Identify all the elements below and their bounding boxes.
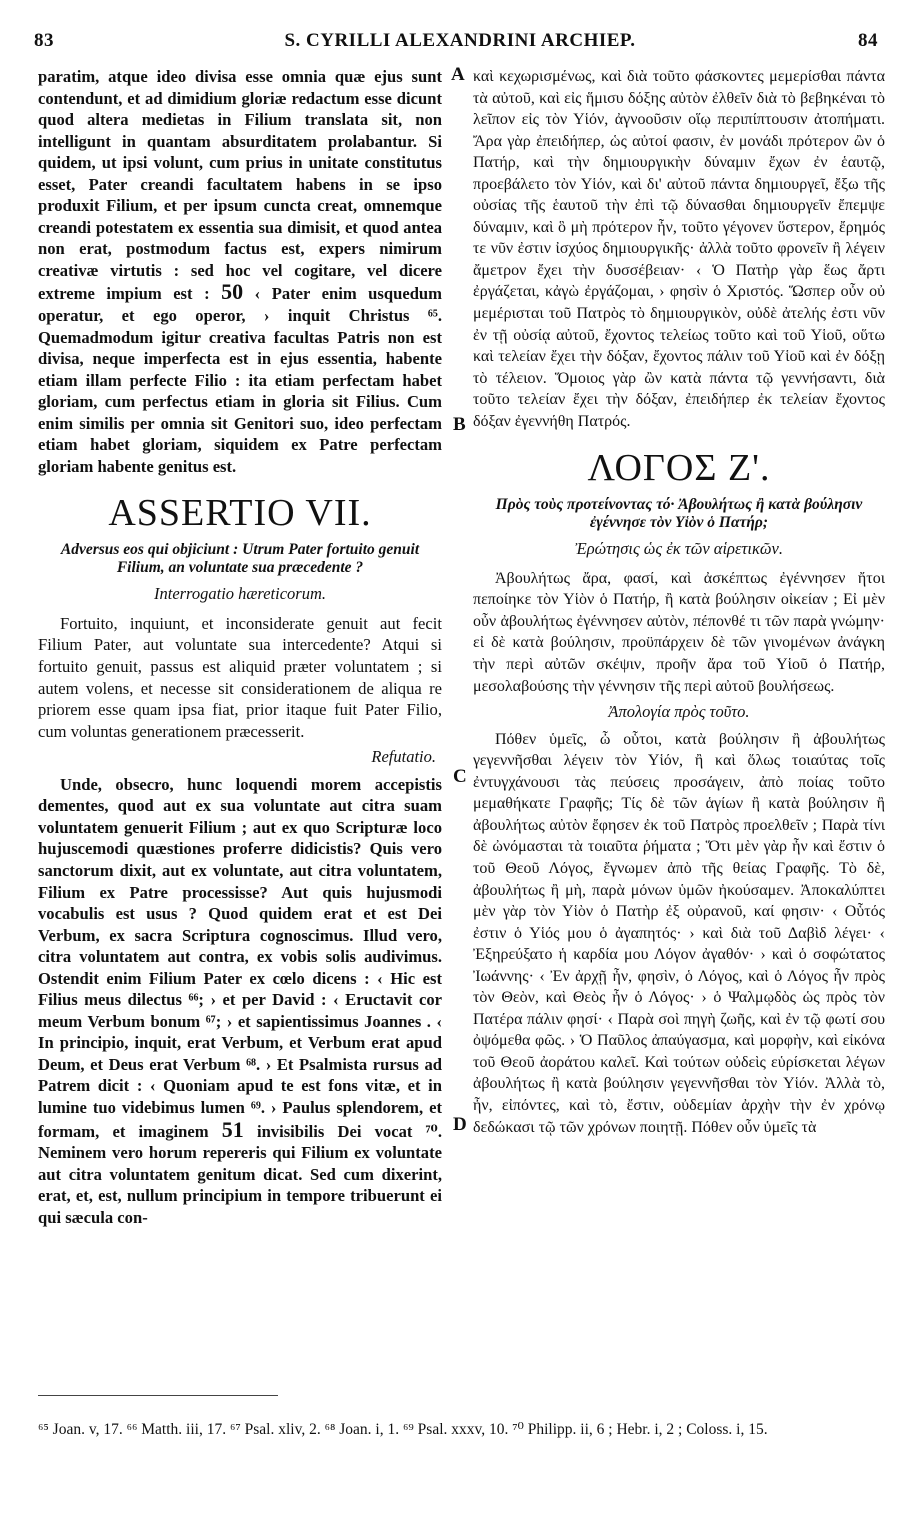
apologia-heading: Ἀπολογία πρὸς τοῦτο. [608,702,750,722]
page-number-left: 83 [34,30,54,51]
running-title: S. CYRILLI ALEXANDRINI ARCHIEP. [284,30,636,51]
column-number-50: 50 [221,279,244,305]
latin-paragraph-1 [38,66,442,477]
margin-letter-c: C [453,766,467,787]
greek-column [473,66,885,1138]
page-header [28,30,892,58]
interrogatio-heading: Interrogatio hæreticorum. [153,584,327,604]
footnotes: ⁶⁵ Joan. v, 17. ⁶⁶ Matth. iii, 17. ⁶⁷ Psal. xliv, 2. ⁶⁸ Joan. i, 1. ⁶⁹ Psal. xxxv, 10. ⁷⁰ Philipp. ii, 6 ; Hebr. i, 2 ; Coloss. i, 15. [38,1421,768,1438]
column-number-51: 51 [221,1116,244,1142]
latin-text: paratim, atque ideo divisa esse omnia quæ ejus sunt contendunt, et ad dimidium gloriæ redactum esse dicunt quod altera medietas in Filium translata sit, non intelligunt in quantam absurditatem prolabantur. Si quidem, ut ipsi volunt, cum prius in unitate constitutus esset, Pater creandi facultatem habens in se ipso produxit Filium, et per ipsum cuncta creat, omnemque creandi potestatem ex essentia sua dimisit, et quod antea non erat, postmodum factus est, expers nimirum creativæ virtutis : sed hoc vel cogitare, vel dicere extreme impium est : [38,67,442,304]
section-heading-greek: ΛΟΓΟΣ Ζ'. [587,447,771,490]
latin-text: ‹ Pater enim usquedum operatur, et ego operor, › inquit Christus ⁶⁵. Quemadmodum igitur creativa facultas Patris non est divisa, neque imperfecta est in ejus essentia, habente etiam illam perfecte Filio : ita etiam perfectam habet gloriam, cum perfectus etiam in gloria sit Filius. Cum enim similis per omnia sit Genitori suo, ideo perfectam etiam habet gloriam, siquidem ex Patre perfectam gloriam habente genitus est. [38,284,442,476]
latin-text: invisibilis Dei vocat ⁷⁰. Neminem vero horum repereris qui Filium ex voluntate aut citra voluntatem genitum dicat. Sed cum dixerint, erat, et, est, nullum principium in tempore tribuerunt ei qui sæcula con- [38,1121,442,1227]
greek-paragraph-2: Ἀβουλήτως ἄρα, φασί, καὶ ἀσκέπτως ἐγέννησεν ἤτοι πεποίηκε τὸν Υἱὸν ὁ Πατήρ, ἢ κατὰ βούλησιν οἰκείαν ; Εἰ μὲν οὖν ἀβουλήτως ἐγέννησεν αὐτὸν, πέπονθέ τι τῶν παρὰ γνώμην· εἰ δὲ κατὰ βούλησιν, προϋπάρχειν δὲ τῶν γινομένων ἀνάγκη τὴν περὶ αὐτῶν σκέψιν, προῆν ἄρα τοῦ Υἱοῦ ὁ Πατήρ, μεσολαβούσης τὴν γέννησιν τῆς περὶ αὐτοῦ βουλήσεως. [473,569,885,695]
refutatio-heading: Refutatio. [371,747,436,767]
footnote-rule [38,1395,278,1396]
section-heading-latin: ASSERTIO VII. [108,492,372,535]
latin-column [38,66,442,1228]
latin-paragraph-2: Fortuito, inquiunt, et inconsiderate genuit aut fecit Filium Pater, aut voluntate sua intercedente? Atqui si fortuito genuit, passus est aliquid præter voluntatem ; si autem volens, et necesse sit considerationem de aliqua re priorem esse quam ipsa fiat, prior itaque fuit Pater Filio, cum voluntas generationem præcesserit. [38,613,442,741]
greek-paragraph-3: Πόθεν ὑμεῖς, ὦ οὗτοι, κατὰ βούλησιν ἢ ἀβουλήτως γεγεννῆσθαι λέγειν τὸν Υἱόν, ἢ καὶ ὅλως τοιαύτας τοῖς ἐντυγχάνουσι τὰς πεύσεις προσάγειν, ἀπὸ ποίας τοῦτο μεμαθήκατε Γραφῆς; Τίς δὲ τῶν ἁγίων ἢ κατὰ βούλησιν ἢ ἀβουλήτως αὐτὸν ἔφησεν ἐκ τοῦ Πατρὸς προελθεῖν ; Παρὰ τίνι δὲ ὠνόμασται τὰ τοιαῦτα ῥήματα ; Ὅτι μὲν γὰρ ἦν καὶ ἔστιν ὁ τοῦ Θεοῦ Λόγος, ἔγνωμεν ἀπὸ τῆς θείας Γραφῆς. Τὸ δὲ, ἀβουλήτως ἢ μὴ, παρὰ μόνων ὑμῶν ἠκούσαμεν. Ἀποκαλύπτει μὲν γὰρ τὸν Υἱὸν ὁ Πατὴρ ἐξ οὐρανοῦ, καί φησιν· ‹ Οὗτός ἐστιν ὁ Υἱός μου ὁ ἀγαπητός· › καὶ διὰ τοῦ Δαβὶδ λέγει· ‹ Ἐξηρεύξατο ἡ καρδία μου Λόγον ἀγαθόν· › καὶ ὁ σοφώτατος Ἰωάννης· ‹ Ἐν ἀρχῇ ἦν, φησὶν, ὁ Λόγος, καὶ ὁ Λόγος ἦν πρὸς τὸν Θεὸν, καὶ Θεὸς ἦν ὁ Λόγος· › ὁ Ψαλμῳδὸς ὡς πρὸς τὸν Πατέρα πάλιν φησί· ‹ Παρὰ σοὶ πηγὴ ζωῆς, καὶ ἐν τῷ φωτί σου ὀψόμεθα φῶς. › Ὁ Παῦλος ἀπαύγασμα, καὶ μορφὴν, καὶ εἰκόνα τοῦ Θεοῦ ἀοράτου καλεῖ. Καὶ τούτων οὐδεὶς εὑρίσκεται λέγων ἀβουλήτως ἢ κατὰ βούλησιν γεγεννῆσθαι τὸν Υἱόν. Ἀλλὰ τὸ, ἦν, εἰπόντες, καὶ τὸ, ἔστιν, οὐδεμίαν ἀρχὴν τὴν ἐν χρόνῳ δεδώκασι τῷ τῶν χρόνων ποιητῇ. Πόθεν οὖν ὑμεῖς τὰ [473,730,885,1136]
page-number-right: 84 [858,30,878,51]
latin-paragraph-3 [38,774,442,1228]
margin-letter-b: B [453,414,466,435]
margin-letter-a: A [451,64,465,85]
erotesis-heading: Ἐρώτησις ὡς ἐκ τῶν αἱρετικῶν. [575,539,783,559]
greek-paragraph-1: καὶ κεχωρισμένως, καὶ διὰ τοῦτο φάσκοντες μεμερίσθαι πάντα τὰ αὐτοῦ, καὶ εἰς ἥμισυ δόξης αὐτὸν ἐλθεῖν διὰ τὸ βεβηκέναι τὸ λεῖπον εἰς τὸν Υἱόν, ἀγνοοῦσιν οἵῳ περιπίπτουσιν ἀτοπήματι. Ἄρα γὰρ ἐπειδήπερ, ὡς αὐτοί φασιν, ἐν μονάδι πρότερον ὢν ὁ Πατήρ, καὶ τὴν δημιουργικὴν δύναμιν ἔχων ἐν ἑαυτῷ, προεβάλετο τὸν Υἱόν, καὶ δι' αὐτοῦ πάντα δημιουργεῖ, ἔξω τῆς οὐσίας τῆς ἑαυτοῦ τὴν ἐπὶ τῷ δύνασθαι δημιουργεῖν ἔπεμψε δύναμιν, καὶ ὃ μὴ πρότερον ἦν, τοῦτο γέγονεν ὕστερον, ἔρημός τε νῦν ἐστιν ἰσχύος δημιουργικῆς· ἀλλὰ τοῦτο φρονεῖν ἢ λέγειν ἄμετρον ἔχει τὴν δυσσέβειαν· ‹ Ὁ Πατὴρ γὰρ ἕως ἄρτι ἐργάζεται, κἀγὼ ἐργάζομαι, › φησὶν ὁ Χριστός. Ὥσπερ οὖν οὐ μεμέρισται τοῦ Πατρὸς τὸ δημιουργικὸν, οὐδὲ ἀτελής ἐστι νῦν ἐν τῇ οὐσίᾳ αὐτοῦ, ἔχοντος τελείως τοῦτο καὶ τοῦ Υἱοῦ, οὕτω καὶ τελείαν ἔχει τὴν δόξαν, ἔχοντος πάλιν τοῦ Υἱοῦ καὶ ἐν δόξῃ τὸ τέλειον. Ὅμοιος γὰρ ὢν κατὰ πάντα τῷ γεννήσαντι, διὰ τοῦτο τελείαν ἔχει τὴν δόξαν, ἐπειδήπερ ἐκ τελείαν ἔχοντος δόξαν ἐγεννήθη Πατρός. [473,68,885,430]
section-subtitle-greek: Πρὸς τοὺς προτείνοντας τό· Ἀβουλήτως ἢ κατὰ βούλησιν ἐγέννησε τὸν Υἱὸν ὁ Πατήρ; [495,496,863,532]
margin-letter-d: D [453,1114,467,1135]
section-subtitle-latin: Adversus eos qui objiciunt : Utrum Pater fortuito genuit Filium, an voluntate sua præcedente ? [60,541,420,577]
latin-text: Unde, obsecro, hunc loquendi morem accepistis dementes, quod aut ex sua voluntate aut citra suam voluntatem genuerit Filium ; aut ex quo Scripturæ loco hujuscemodi quæstiones proferre didicistis? Quis vero sanctorum dixit, aut ex voluntate, aut citra voluntatem, Filium ex Patre processisse? Aut quis hujusmodi vocabulis est usus ? Quod quidem erat et est Dei Verbum, ex sacra Scriptura cognoscimus. Illud vero, citra voluntatem aut contra, ex vobis solis audivimus. Ostendit enim Filium Pater ex cœlo dicens : ‹ Hic est Filius meus dilectus ⁶⁶; › et per David : ‹ Eructavit cor meum Verbum bonum ⁶⁷; › et sapientissimus Joannes . ‹ In principio, inquit, erat Verbum, et Verbum erat apud Deum, et Deus erat Verbum ⁶⁸. › Et Psalmista rursus ad Patrem dicit : ‹ Quoniam apud te est fons vitæ, et in lumine tuo videbimus lumen ⁶⁹. › Paulus splendorem, et formam, et imaginem [38,774,442,1141]
